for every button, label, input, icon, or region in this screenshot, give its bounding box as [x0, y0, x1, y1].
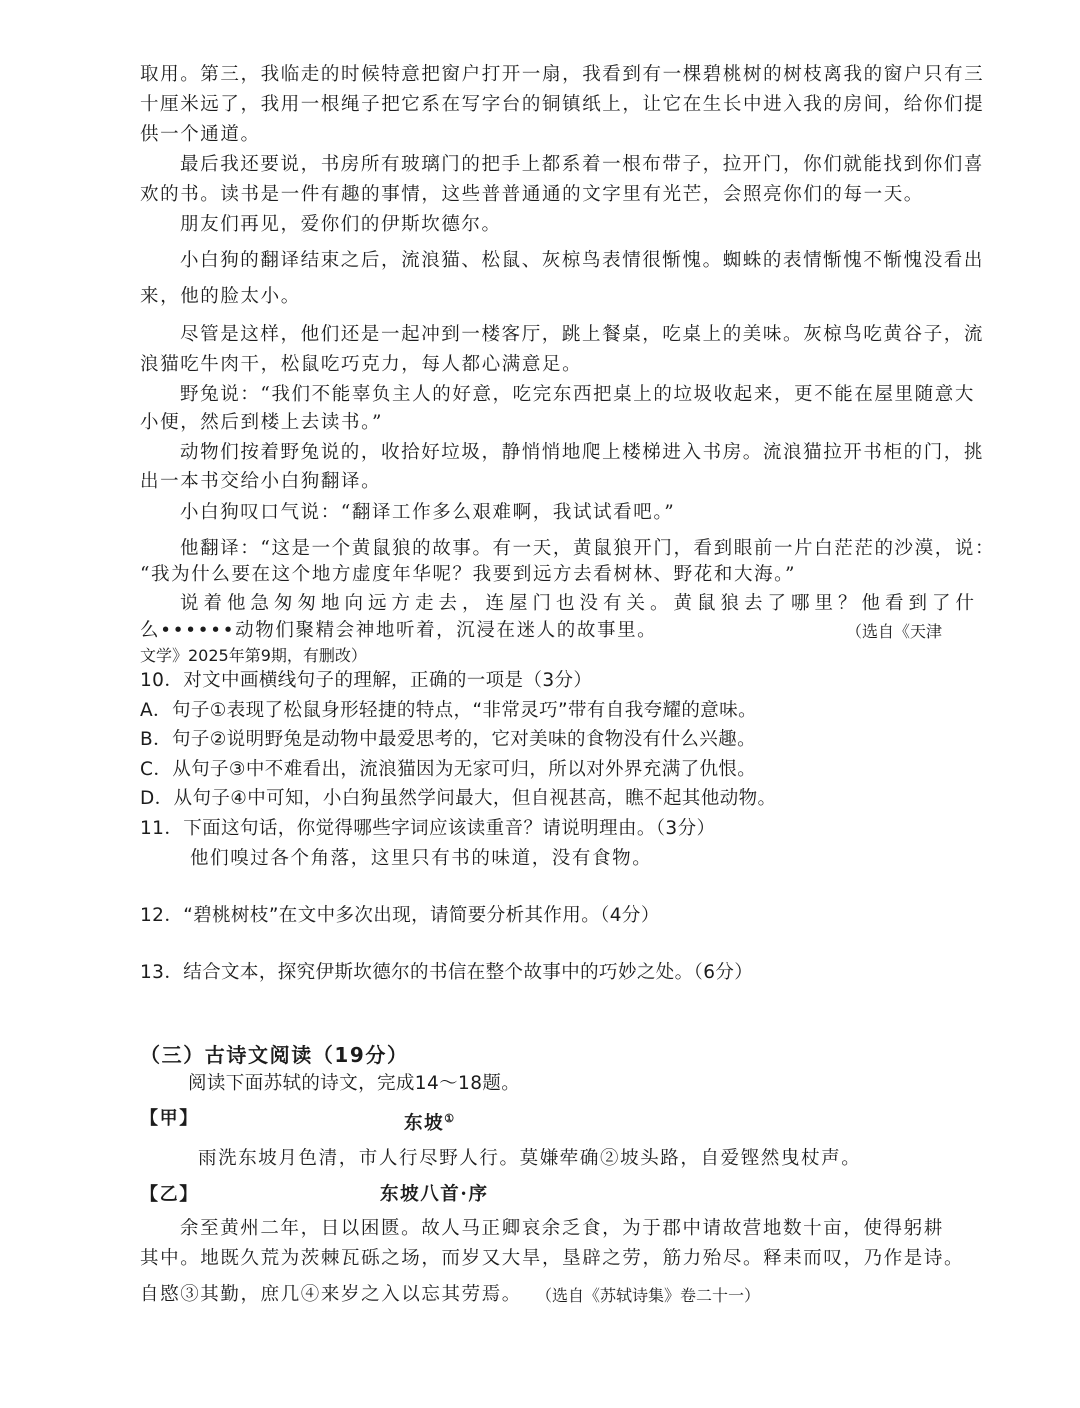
jia-title — [404, 1106, 456, 1137]
passage-source: 文学》2025年第9期，有删改） — [140, 646, 367, 665]
passage-line: 他翻译：“这是一个黄鼠狼的故事。有一天，黄鼠狼开门，看到眼前一片白茫茫的沙漠，说： — [180, 538, 996, 559]
passage-line: 取用。第三，我临走的时候特意把窗户打开一扇，我看到有一棵碧桃树的树枝离我的窗户只有三 — [140, 64, 985, 85]
jia-label: 【甲】 — [140, 1108, 199, 1129]
yi-line: 余至黄州二年，日以困匮。故人马正卿哀余乏食，为于郡中请故营地数十亩，使得躬耕 — [180, 1218, 944, 1239]
passage-line: 浪猫吃牛肉干，松鼠吃巧克力，每人都心满意足。 — [140, 354, 583, 375]
passage-line: 最后我还要说，书房所有玻璃门的把手上都系着一根布带子，拉开门，你们就能找到你们喜 — [180, 154, 985, 175]
passage-line: 十厘米远了，我用一根绳子把它系在写字台的铜镇纸上，让它在生长中进入我的房间，给你们提 — [140, 94, 985, 115]
passage-line: 来，他的脸太小。 — [140, 286, 301, 307]
passage-source: （选自《天津 — [846, 622, 943, 641]
passage-line: 小便，然后到楼上去读书。” — [140, 412, 384, 433]
section-heading: （三）古诗文阅读（19分） — [140, 1043, 409, 1067]
passage-line: 么••••••动物们聚精会神地听着，沉浸在迷人的故事里。 — [140, 620, 658, 641]
jia-poem: 雨洗东坡月色清，市人行尽野人行。莫嫌荦确②坡头路，自爱铿然曳杖声。 — [198, 1148, 862, 1169]
passage-line: 野兔说：“我们不能辜负主人的好意，吃完东西把桌上的垃圾收起来，更不能在屋里随意大 — [180, 384, 975, 405]
question-10-option-c: C．从句子③中不难看出，流浪猫因为无家可归，所以对外界充满了仇恨。 — [140, 759, 757, 780]
passage-line: 动物们按着野兔说的，收拾好垃圾，静悄悄地爬上楼梯进入书房。流浪猫拉开书柜的门，挑 — [180, 442, 985, 463]
passage-line: 小白狗叹口气说：“翻译工作多么艰难啊，我试试看吧。” — [180, 502, 676, 523]
jia-footnote-mark: ① — [444, 1112, 456, 1125]
yi-line: 其中。地既久荒为茨棘瓦砾之场，而岁又大旱，垦辟之劳，筋力殆尽。释耒而叹，乃作是诗。 — [140, 1248, 965, 1269]
question-10: 10．对文中画横线句子的理解，正确的一项是（3分） — [140, 670, 593, 691]
passage-line: 欢的书。读书是一件有趣的事情，这些普普通通的文字里有光芒，会照亮你们的每一天。 — [140, 184, 924, 205]
yi-label: 【乙】 — [140, 1184, 199, 1205]
yi-source: （选自《苏轼诗集》卷二十一） — [536, 1286, 761, 1305]
passage-line: 朋友们再见，爱你们的伊斯坎德尔。 — [180, 214, 502, 235]
passage-line: 小白狗的翻译结束之后，流浪猫、松鼠、灰椋鸟表情很惭愧。蜘蛛的表情惭愧不惭愧没看出 — [180, 250, 985, 271]
passage-line: 说着他急匆匆地向远方走去，连屋门也没有关。黄鼠狼去了哪里？他看到了什 — [180, 593, 980, 614]
question-10-option-b: B．句子②说明野兔是动物中最爱思考的，它对美味的食物没有什么兴趣。 — [140, 729, 756, 750]
question-11: 11．下面这句话，你觉得哪些字词应该读重音？请说明理由。（3分） — [140, 818, 716, 839]
passage-line: “我为什么要在这个地方虚度年华呢？我要到远方去看树林、野花和大海。” — [140, 564, 797, 585]
passage-line: 供一个通道。 — [140, 124, 261, 145]
question-13: 13．结合文本，探究伊斯坎德尔的书信在整个故事中的巧妙之处。（6分） — [140, 962, 754, 983]
question-12: 12．“碧桃树枝”在文中多次出现，请简要分析其作用。（4分） — [140, 905, 660, 926]
section-instruction: 阅读下面苏轼的诗文，完成14～18题。 — [188, 1073, 521, 1094]
yi-title: 东坡八首·序 — [380, 1184, 489, 1205]
jia-title-text: 东坡 — [404, 1113, 445, 1135]
yi-line: 自愍③其勤，庶几④来岁之入以忘其劳焉。 — [140, 1284, 522, 1305]
passage-line: 出一本书交给小白狗翻译。 — [140, 471, 382, 492]
question-10-option-d: D．从句子④中可知，小白狗虽然学问最大，但自视甚高，瞧不起其他动物。 — [140, 788, 777, 809]
question-10-option-a: A．句子①表现了松鼠身形轻捷的特点，“非常灵巧”带有自我夸耀的意味。 — [140, 700, 758, 721]
passage-line: 尽管是这样，他们还是一起冲到一楼客厅，跳上餐桌，吃桌上的美味。灰椋鸟吃黄谷子，流 — [180, 324, 985, 345]
question-11-sentence: 他们嗅过各个角落，这里只有书的味道，没有食物。 — [190, 848, 653, 869]
